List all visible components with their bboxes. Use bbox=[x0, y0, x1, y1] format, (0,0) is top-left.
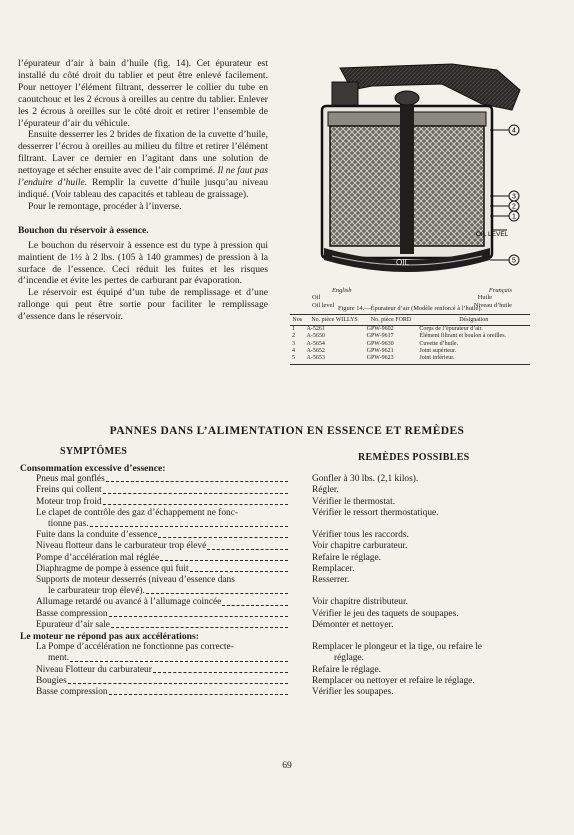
leader-dots bbox=[153, 665, 288, 673]
remedy-cell bbox=[290, 642, 560, 664]
paragraph: Ensuite desserrer les 2 brides de fixation de la cuvette d’huile, desserrer l’écrou à oreilles au milieu du filtre et retirer l’élément filtrant. Laver ce dernier en l’agitant dans une solution de nettoyage et sécher ensuite avec de l’air comprimé. Il ne faut pas l’enduire d’huile. Remplir la cuvette d’huile jusqu’au niveau indiqué. (Voir tableau des capacités et tableau de graissage). bbox=[18, 129, 268, 200]
remedy-cell bbox=[290, 575, 560, 597]
symptom-text: Freins qui collent bbox=[36, 485, 102, 496]
italic-note: Il ne faut pas l’enduire d’huile. bbox=[18, 165, 268, 189]
table-row: 4 A-5652 GPW-9621 Joint supérieur. bbox=[292, 347, 457, 354]
remedy-cell bbox=[290, 508, 560, 530]
leader-dots bbox=[68, 676, 288, 684]
remedy-cell bbox=[290, 485, 560, 496]
symptom-text: Basse compression bbox=[36, 608, 108, 619]
remedy-text: Vérifier le ressort thermostatique. bbox=[312, 507, 439, 518]
paragraph: Le réservoir est équipé d’un tube de remplissage et d’une rallonge qui peut être sortie pour faciliter le remplissage d’essence dans le réservoir. bbox=[18, 287, 268, 323]
table-row bbox=[0, 497, 574, 508]
symptom-text: Supports de moteur desserrés (niveau d’essence dans bbox=[36, 575, 235, 586]
symptom-cell bbox=[0, 564, 290, 575]
symptom-cell bbox=[0, 687, 290, 698]
table-row bbox=[0, 642, 574, 664]
remedy-text: Remplacer. bbox=[312, 563, 355, 574]
remedy-text: Refaire le réglage. bbox=[312, 664, 381, 675]
symptom-text: Diaphragme de pompe à essence qui fuit bbox=[36, 563, 189, 574]
remedy-cell bbox=[290, 541, 560, 552]
table-row bbox=[0, 530, 574, 541]
table-row bbox=[0, 541, 574, 552]
remedy-text: Démonter et nettoyer. bbox=[312, 619, 394, 630]
table-row bbox=[0, 620, 574, 631]
remedy-text: Remplacer ou nettoyer et refaire le réglage. bbox=[312, 675, 475, 686]
group-heading: Le moteur ne répond pas aux accélérations: bbox=[20, 631, 199, 643]
figure-caption: Figure 14.—Épurateur d’air (Modèle renforcé à l’huile). bbox=[337, 305, 483, 312]
leader-dots bbox=[109, 609, 288, 617]
table-row bbox=[0, 553, 574, 564]
symptom-cell bbox=[0, 597, 290, 608]
remedy-text: Vérifier les soupapes. bbox=[312, 687, 394, 698]
table-row bbox=[0, 609, 574, 620]
leader-dots bbox=[106, 474, 288, 482]
callout-number: 1 bbox=[512, 213, 516, 221]
table-row bbox=[0, 676, 574, 687]
symptoms-header: SYMPTÔMES bbox=[60, 446, 128, 457]
remedy-text: Régler. bbox=[312, 485, 339, 496]
symptom-cell bbox=[0, 642, 290, 664]
oil-level-label: OIL LEVEL bbox=[476, 231, 509, 238]
section-heading: Bouchon du réservoir à essence. bbox=[18, 224, 149, 236]
paragraph: Pour le remontage, procéder à l’inverse. bbox=[28, 200, 182, 212]
remedy-cell bbox=[290, 665, 560, 676]
table-row bbox=[0, 687, 574, 698]
remedy-text: Voir chapitre carburateur. bbox=[312, 541, 408, 552]
callout-number: 2 bbox=[512, 203, 516, 211]
symptom-text: ment. bbox=[48, 653, 70, 664]
leader-dots bbox=[111, 620, 288, 628]
group-rows bbox=[0, 474, 574, 631]
callout-number: 3 bbox=[512, 193, 516, 201]
symptom-text: Allumage retardé ou avancé à l’allumage coincée bbox=[36, 597, 222, 608]
symptom-cell bbox=[0, 497, 290, 508]
table-row: 3 A-5654 GPW-9630 Cuvette d’huile. bbox=[292, 340, 459, 347]
table-row bbox=[0, 597, 574, 608]
troubleshooting-list bbox=[0, 463, 574, 698]
symptom-text: Fuite dans la conduite d’essence bbox=[36, 530, 158, 541]
symptom-text: Niveau Flotteur du carburateur bbox=[36, 664, 152, 675]
remedy-cell bbox=[290, 609, 560, 620]
symptom-cell bbox=[0, 665, 290, 676]
symptom-cell bbox=[0, 541, 290, 552]
symptom-cell bbox=[0, 530, 290, 541]
symptom-text: Le clapet de contrôle des gaz d’échappement ne fonc- bbox=[36, 507, 238, 518]
leader-dots bbox=[158, 530, 288, 538]
leader-dots bbox=[109, 687, 288, 695]
leader-dots bbox=[222, 597, 288, 605]
symptom-cell bbox=[0, 508, 290, 530]
left-text-column bbox=[18, 58, 268, 323]
air-cleaner-illustration bbox=[292, 60, 524, 285]
symptom-text: Moteur trop froid bbox=[36, 496, 102, 507]
remedy-text: Gonfler à 30 lbs. (2,1 kilos). bbox=[312, 474, 419, 485]
table-row bbox=[0, 474, 574, 485]
symptom-cell bbox=[0, 676, 290, 687]
remedy-text: réglage. bbox=[334, 653, 364, 664]
symptom-text: La Pompe d’accélération ne fonctionne pas correcte- bbox=[36, 642, 234, 653]
leader-dots bbox=[146, 586, 288, 594]
remedy-cell bbox=[290, 530, 560, 541]
leader-dots bbox=[160, 553, 288, 561]
leader-dots bbox=[207, 541, 288, 549]
table-row: 1 A-5261 GPW-9602 Corps de l’épurateur d’air. bbox=[292, 326, 483, 332]
remedy-text: Vérifier tous les raccords. bbox=[312, 530, 409, 541]
page-number: 69 bbox=[282, 760, 292, 771]
remedy-cell bbox=[290, 597, 560, 608]
remedy-text: Remplacer le plongeur et la tige, ou refaire le bbox=[312, 642, 482, 653]
group-heading: Consommation excessive d’essence: bbox=[20, 463, 166, 474]
section-title: PANNES DANS L’ALIMENTATION EN ESSENCE ET REMÈDES bbox=[109, 425, 465, 437]
remedy-text: Voir chapitre distributeur. bbox=[312, 597, 408, 608]
leader-dots bbox=[90, 519, 288, 527]
leader-dots bbox=[70, 653, 288, 661]
callout-number: 5 bbox=[512, 257, 516, 265]
leader-dots bbox=[103, 497, 288, 505]
table-row bbox=[0, 485, 574, 496]
remedies-header: REMÈDES POSSIBLES bbox=[358, 452, 470, 463]
remedy-text: Resserrer. bbox=[312, 575, 350, 586]
symptom-text: le carburateur trop élevé). bbox=[48, 586, 145, 597]
symptom-text: Basse compression bbox=[36, 687, 108, 698]
paragraph: Le bouchon du réservoir à essence est du type à pression qui maintient de 1½ à 2 lbs. (105 à 140 grammes) de pression à la surface de l’essence. Ceci réduit les fuites et les risques d’incendie et évite les pertes de carburant par évaporation. bbox=[18, 239, 268, 287]
remedy-cell bbox=[290, 620, 560, 631]
table-header-row: Nos No. pièce WILLYS No. pièce FORD Désignation bbox=[290, 315, 530, 326]
remedy-cell bbox=[290, 497, 560, 508]
table-row bbox=[0, 665, 574, 676]
table-row: 5 A-5653 GPW-9623 Joint inférieur. bbox=[290, 355, 530, 365]
remedy-text: Refaire le réglage. bbox=[312, 552, 381, 563]
table-row bbox=[0, 508, 574, 530]
remedy-text: Vérifier le thermostat. bbox=[312, 496, 396, 507]
symptom-text: Épurateur d’air sale bbox=[36, 619, 110, 630]
remedy-cell bbox=[290, 474, 560, 485]
symptom-cell bbox=[0, 553, 290, 564]
leader-dots bbox=[190, 564, 288, 572]
table-row bbox=[0, 564, 574, 575]
table-row: 2 A-5650 GPW-9617 Élément filtrant et boulon à oreilles. bbox=[292, 333, 507, 340]
remedy-cell bbox=[290, 564, 560, 575]
remedy-cell bbox=[290, 676, 560, 687]
parts-table bbox=[290, 314, 530, 365]
table-row bbox=[0, 575, 574, 597]
callout-number: 4 bbox=[512, 127, 516, 135]
symptom-cell bbox=[0, 474, 290, 485]
remedy-cell bbox=[290, 553, 560, 564]
figure-legend: English Français Oil Huile Oil level Niveau d’huile bbox=[312, 287, 512, 309]
symptom-text: Niveau flotteur dans le carburateur trop élevé bbox=[36, 541, 207, 552]
remedy-cell bbox=[290, 687, 560, 698]
oil-label: OIL bbox=[396, 258, 409, 267]
symptom-cell bbox=[0, 575, 290, 597]
symptom-cell bbox=[0, 485, 290, 496]
group-rows bbox=[0, 642, 574, 698]
symptom-text: Pneus mal gonflés bbox=[36, 474, 105, 485]
symptom-text: Pompe d’accélération mal réglée bbox=[36, 552, 160, 563]
symptom-text: tionne pas. bbox=[48, 519, 89, 530]
leader-dots bbox=[103, 485, 288, 493]
symptom-text: Bougies bbox=[36, 675, 67, 686]
symptom-cell bbox=[0, 620, 290, 631]
paragraph: l’épurateur d’air à bain d’huile (fig. 14). Cet épurateur est installé du côté droit du tablier et peut être enlevé facilement. Pour nettoyer l’élément filtrant, desserrer le collier du tube en caoutchouc et les 2 écrous à oreilles au centre du tablier. Enlever les 2 écrous à oreilles sur le côté droit et retirer l’ensemble de l’épurateur d’air du véhicule. bbox=[18, 58, 268, 129]
symptom-cell bbox=[0, 609, 290, 620]
remedy-text: Vérifier le jeu des taquets de soupapes. bbox=[312, 608, 459, 619]
